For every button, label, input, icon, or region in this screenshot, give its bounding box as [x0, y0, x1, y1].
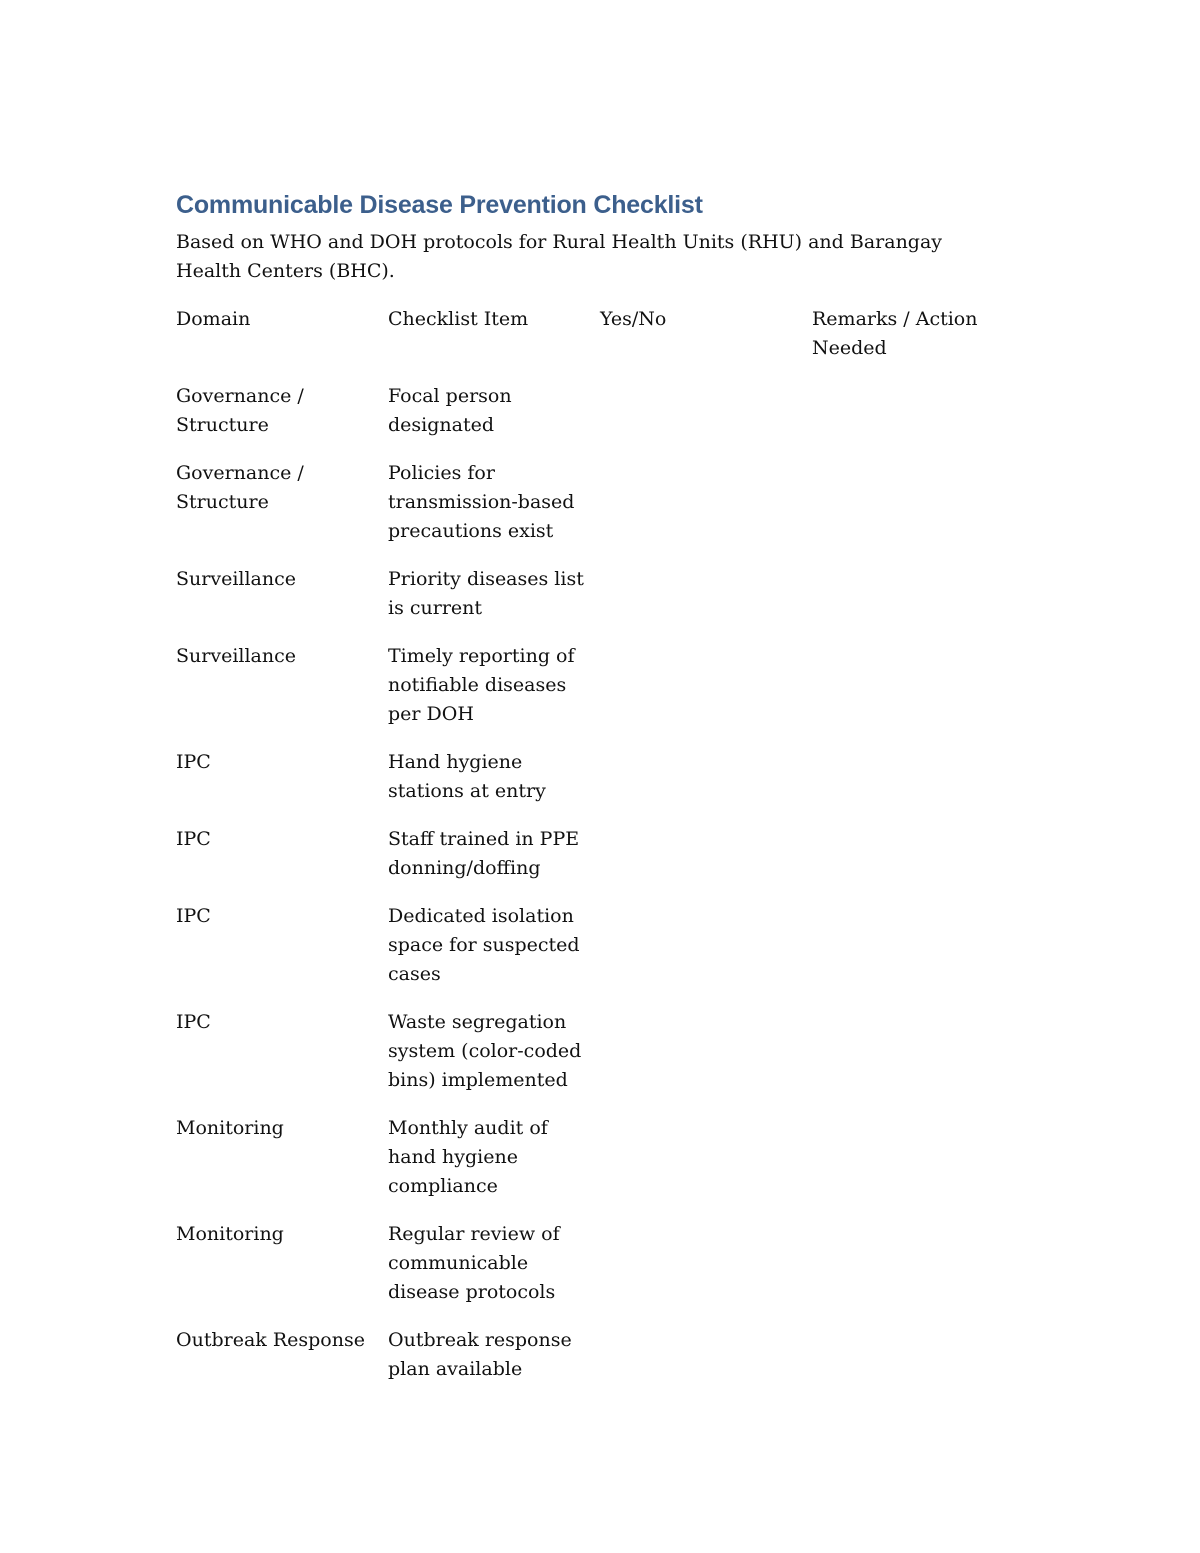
cell-domain: Outbreak Response	[176, 1329, 365, 1351]
header-yes-no: Yes/No	[600, 308, 667, 330]
cell-domain: Monitoring	[176, 1223, 284, 1245]
cell-domain: Surveillance	[176, 568, 296, 590]
cell-remarks[interactable]	[812, 1220, 1024, 1326]
cell-checklist-item: Priority diseases list is current	[388, 568, 584, 619]
cell-domain: Surveillance	[176, 645, 296, 667]
cell-checklist-item: Staff trained in PPE donning/doffing	[388, 828, 580, 879]
header-checklist-item: Checklist Item	[388, 308, 529, 330]
cell-yes-no[interactable]	[600, 565, 812, 642]
cell-domain: IPC	[176, 905, 211, 927]
cell-checklist-item: Monthly audit of hand hygiene compliance	[388, 1117, 548, 1197]
cell-remarks[interactable]	[812, 565, 1024, 642]
cell-yes-no[interactable]	[600, 1326, 812, 1403]
document-subtitle: Based on WHO and DOH protocols for Rural Health Units (RHU) and Barangay Health Centers (BHC).	[176, 231, 943, 282]
table-row	[176, 902, 1024, 1008]
cell-remarks[interactable]	[812, 382, 1024, 459]
cell-domain: IPC	[176, 1011, 211, 1033]
cell-domain: Governance / Structure	[176, 385, 304, 436]
cell-yes-no[interactable]	[600, 1008, 812, 1114]
cell-remarks[interactable]	[812, 642, 1024, 748]
table-row	[176, 1220, 1024, 1326]
cell-remarks[interactable]	[812, 902, 1024, 1008]
cell-remarks[interactable]	[812, 1114, 1024, 1220]
cell-checklist-item: Focal person designated	[388, 385, 512, 436]
cell-domain: IPC	[176, 751, 211, 773]
cell-checklist-item: Policies for transmission-based precautions exist	[388, 462, 575, 542]
cell-yes-no[interactable]	[600, 642, 812, 748]
document-title: Communicable Disease Prevention Checklist	[176, 191, 703, 219]
cell-yes-no[interactable]	[600, 1220, 812, 1326]
cell-remarks[interactable]	[812, 1326, 1024, 1403]
table-row	[176, 382, 1024, 459]
table-row	[176, 1114, 1024, 1220]
cell-yes-no[interactable]	[600, 902, 812, 1008]
cell-checklist-item: Hand hygiene stations at entry	[388, 751, 546, 802]
cell-remarks[interactable]	[812, 825, 1024, 902]
table-row	[176, 565, 1024, 642]
cell-yes-no[interactable]	[600, 748, 812, 825]
header-remarks: Remarks / Action Needed	[812, 308, 978, 359]
cell-yes-no[interactable]	[600, 1114, 812, 1220]
table-row	[176, 748, 1024, 825]
cell-checklist-item: Dedicated isolation space for suspected cases	[388, 905, 580, 985]
cell-checklist-item: Regular review of communicable disease protocols	[388, 1223, 560, 1303]
cell-remarks[interactable]	[812, 748, 1024, 825]
cell-yes-no[interactable]	[600, 825, 812, 902]
cell-domain: Monitoring	[176, 1117, 284, 1139]
document-page	[176, 188, 1006, 1403]
header-domain: Domain	[176, 308, 251, 330]
cell-yes-no[interactable]	[600, 382, 812, 459]
table-row	[176, 642, 1024, 748]
cell-remarks[interactable]	[812, 1008, 1024, 1114]
cell-checklist-item: Timely reporting of notifiable diseases per DOH	[388, 645, 575, 725]
table-header-row	[176, 305, 1024, 382]
cell-checklist-item: Outbreak response plan available	[388, 1329, 572, 1380]
cell-checklist-item: Waste segregation system (color-coded bins) implemented	[388, 1011, 582, 1091]
table-row	[176, 825, 1024, 902]
table-row	[176, 459, 1024, 565]
cell-domain: IPC	[176, 828, 211, 850]
checklist-table	[176, 305, 1024, 1403]
table-row	[176, 1326, 1024, 1403]
cell-domain: Governance / Structure	[176, 462, 304, 513]
cell-yes-no[interactable]	[600, 459, 812, 565]
cell-remarks[interactable]	[812, 459, 1024, 565]
table-row	[176, 1008, 1024, 1114]
